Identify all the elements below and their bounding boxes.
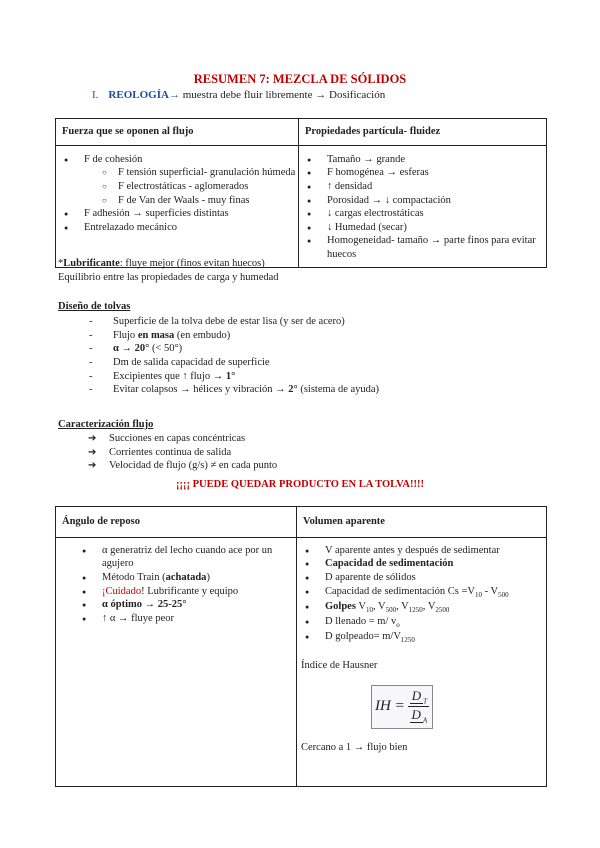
list-item: - Evitar colapsos → hélices y vibración → 2° (sistema de ayuda) — [85, 383, 555, 397]
list-item: ➔ Velocidad de flujo (g/s) ≠ en cada punto — [85, 459, 555, 473]
list-item: ● Capacidad de sedimentación $Cs =V_{10} - V_{500}$ — [301, 585, 542, 600]
table-angulo-volumen — [55, 506, 547, 787]
equilibrio-text: Equilibrio entre las propiedades de carga y humedad — [58, 271, 279, 283]
table1-cell-propiedades — [299, 145, 547, 267]
table-fuerzas — [55, 118, 547, 268]
list-item: ● D golpeado= $m/V_{1250}$ — [301, 630, 542, 645]
list-item: ● Porosidad → ↓ compactación — [303, 194, 546, 208]
list-item: ● ↑ α → fluye peor — [78, 612, 292, 626]
list-item: ● Método Train (achatada) — [78, 571, 292, 585]
list-item: ● ↓ Humedad (secar) — [303, 221, 546, 235]
table2-cell-volumen — [297, 537, 547, 786]
arrow-icon: → — [168, 89, 180, 101]
list-item: ● F de cohesión ○ F tensión superficial- granulación húmeda ○ F electrostáticas - aglomerados ○ F de Van der Waals - muy finas — [60, 153, 298, 208]
list-item: ○ F tensión superficial- granulación húmeda — [102, 166, 298, 180]
cercano-text: Cercano a 1 → flujo bien — [301, 741, 408, 753]
table2-header-angulo: Ángulo de reposo — [56, 507, 297, 538]
list-item: ● Golpes $V_{10}$, $V_{500}$, $V_{1250}$, $V_{2500}$ — [301, 600, 542, 615]
list-item: ● α óptimo → 25-25° — [78, 598, 292, 612]
table1-header-fuerza: Fuerza que se oponen al flujo — [56, 119, 299, 146]
list-item: - Flujo en masa (en embudo) — [85, 329, 555, 343]
list-item: ● Tamaño → grande — [303, 153, 546, 167]
list-item: ● Homogeneidad- tamaño → parte finos para evitar huecos — [303, 234, 546, 261]
lubricante-label: Lubrificante — [63, 258, 120, 269]
list-item: - Excipientes que ↑ flujo → 1° — [85, 370, 555, 384]
tolvas-heading: Diseño de tolvas — [58, 301, 131, 312]
list-item: - Superficie de la tolva debe de estar lisa (y ser de acero) — [85, 315, 555, 329]
list-item: ● V aparente antes y después de sedimentar — [301, 544, 542, 558]
caracterizacion-heading: Caracterización flujo — [58, 419, 154, 430]
list-item: - Dm de salida capacidad de superficie — [85, 356, 555, 370]
list-item: ○ F electrostáticas - aglomerados — [102, 180, 298, 194]
table2-cell-angulo — [56, 537, 297, 786]
list-item: ● ¡Cuidado! Lubrificante y equipo — [78, 585, 292, 599]
hausner-label: Índice de Hausner — [301, 660, 378, 672]
list-item: ● ↑ densidad — [303, 180, 546, 194]
list-item: ● Entrelazado mecánico — [60, 221, 298, 235]
table1-header-propiedades: Propiedades partícula- fluidez — [299, 119, 547, 146]
section-heading: REOLOGÍA — [108, 89, 169, 101]
caracterizacion-list — [85, 432, 555, 473]
table2-header-volumen: Volumen aparente — [297, 507, 547, 538]
list-item: ● D llenado = m/ $v_o$ — [301, 615, 542, 630]
hausner-formula: IH = $\frac{D _T}{D _A}$ — [371, 685, 433, 729]
list-item: ● Capacidad de sedimentación — [301, 557, 542, 571]
list-item: ○ F de Van der Waals - muy finas — [102, 194, 298, 208]
table1-cell-fuerzas — [56, 145, 299, 267]
list-item: ● α generatriz del lecho cuando ace por un agujero — [78, 544, 292, 571]
list-item: - α → 20° (< 50°) — [85, 342, 555, 356]
section-reologia — [92, 88, 385, 102]
list-item: ● D aparente de sólidos — [301, 571, 542, 585]
list-item: ● ↓ cargas electrostáticas — [303, 207, 546, 221]
list-item: ● F adhesión → superficies distintas — [60, 207, 298, 221]
page-title: RESUMEN 7: MEZCLA DE SÓLIDOS — [193, 72, 407, 86]
section-text: muestra debe fluir libremente → Dosificación — [182, 89, 386, 101]
section-number: I. — [92, 89, 99, 101]
list-item: ➔ Succiones en capas concéntricas — [85, 432, 555, 446]
tolvas-list — [85, 315, 555, 397]
lubricante-note: *Lubrificante: fluye mejor (finos evitan huecos) Equilibrio entre las propiedades de carga y humedad — [58, 258, 279, 283]
list-item: ➔ Corrientes continua de salida — [85, 446, 555, 460]
warning-text: ¡¡¡¡ PUEDE QUEDAR PRODUCTO EN LA TOLVA!!!! — [176, 479, 424, 490]
list-item: ● F homogénea → esferas — [303, 166, 546, 180]
